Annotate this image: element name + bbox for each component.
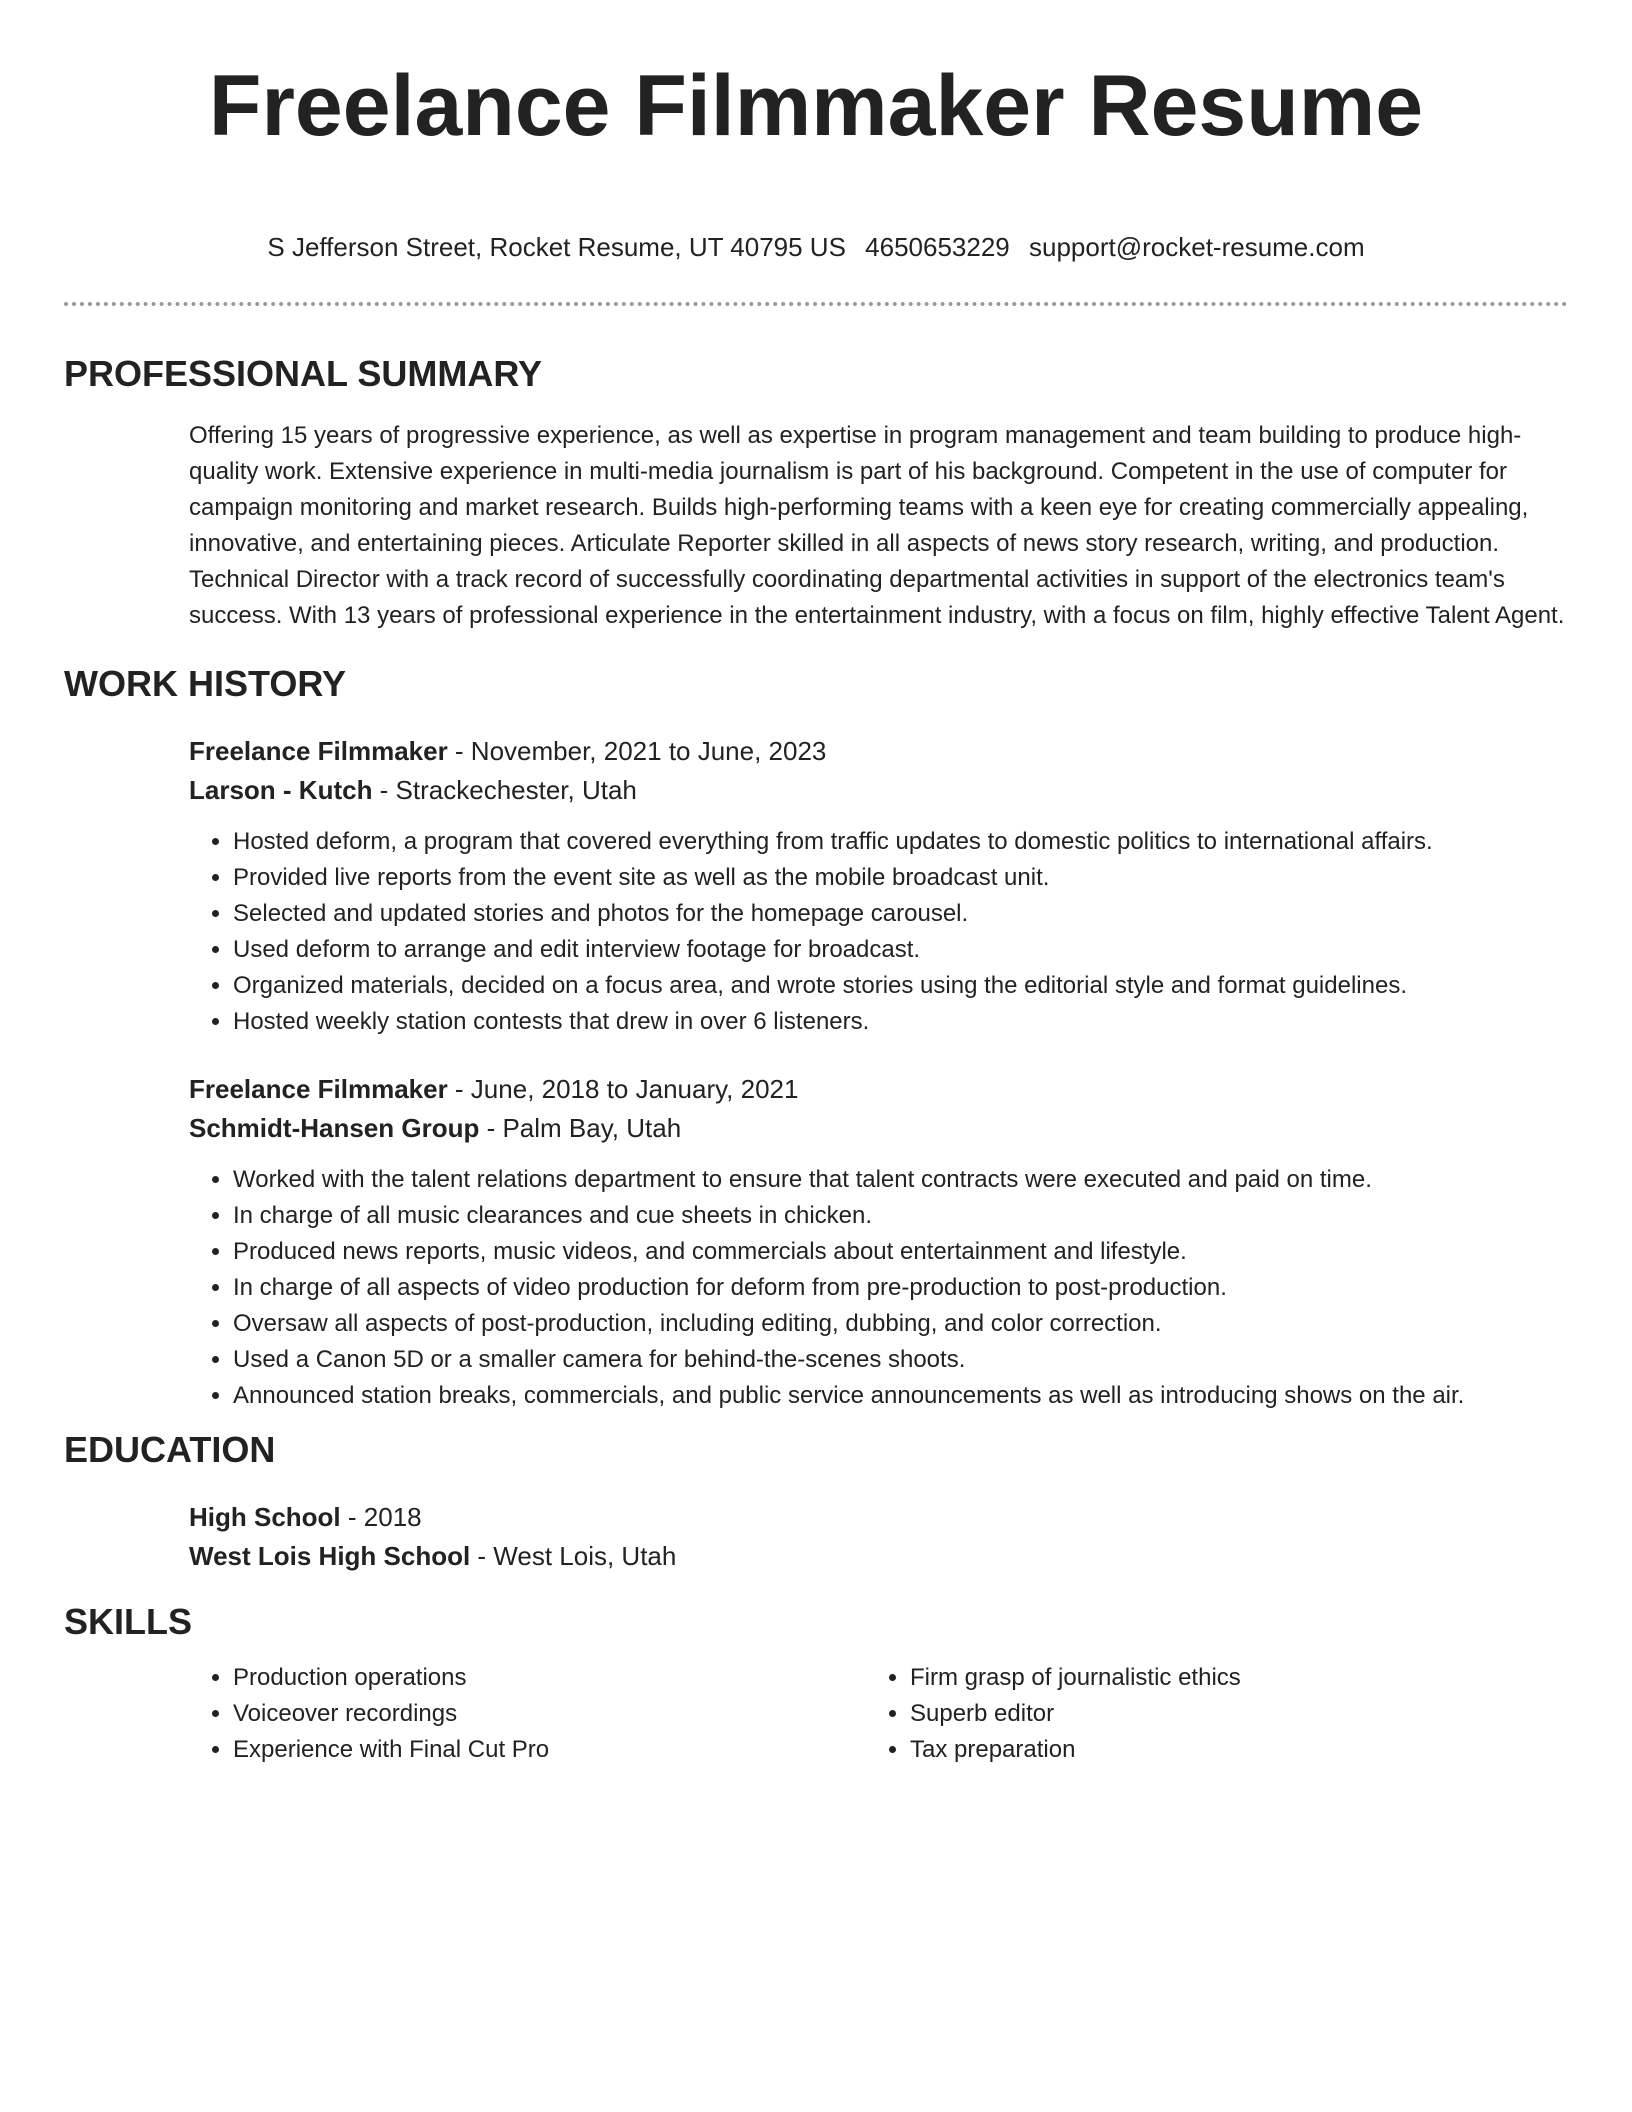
job-entry [189,1070,1568,1414]
skill-item: • Experience with Final Cut Pro [233,1732,866,1768]
skill-item: • Firm grasp of journalistic ethics [910,1660,1543,1696]
job-dates: - June, 2018 to January, 2021 [447,1074,799,1104]
degree-line [189,1498,1568,1537]
list-item: • Hosted deform, a program that covered everything from traffic updates to domestic politics to international affairs. [233,824,1568,860]
education-heading: EDUCATION [64,1429,276,1470]
list-item: • In charge of all aspects of video production for deform from pre-production to post-production. [233,1270,1568,1306]
list-item: • Oversaw all aspects of post-production, including editing, dubbing, and color correction. [233,1306,1568,1342]
contact-phone: 4650653229 [865,232,1010,262]
list-item: • Worked with the talent relations department to ensure that talent contracts were executed and paid on time. [233,1162,1568,1198]
job-dates: - November, 2021 to June, 2023 [447,736,827,766]
list-item: • Used a Canon 5D or a smaller camera for behind-the-scenes shoots. [233,1342,1568,1378]
skill-item: • Voiceover recordings [233,1696,866,1732]
job-company: Larson - Kutch [189,775,373,805]
education-entry [189,1498,1568,1576]
summary-text: Offering 15 years of progressive experience, as well as expertise in program management and team building to produce high-quality work. Extensive experience in multi-media journalism is part of his background. Competent in the use of computer for campaign monitoring and market research. Builds high-performing teams with a keen eye for creating commercially appealing, innovative, and entertaining pieces. Articulate Reporter skilled in all aspects of news story research, writing, and production. Technical Director with a track record of successfully coordinating departmental activities in support of the electronics team's success. With 13 years of professional experience in the entertainment industry, with a focus on film, highly effective Talent Agent. [189,422,1565,629]
school-location: - West Lois, Utah [470,1541,677,1571]
job-company-line [189,771,1568,810]
job-location: - Strackechester, Utah [372,775,637,805]
job-bullets [189,824,1568,1040]
header-divider [64,302,1568,306]
list-item: • Provided live reports from the event site as well as the mobile broadcast unit. [233,860,1568,896]
contact-email: support@rocket-resume.com [1029,232,1365,262]
list-item: • Announced station breaks, commercials, and public service announcements as well as introducing shows on the air. [233,1378,1568,1414]
job-location: - Palm Bay, Utah [479,1113,682,1143]
job-bullets [189,1162,1568,1414]
school-line [189,1537,1568,1576]
list-item: • Hosted weekly station contests that drew in over 6 listeners. [233,1004,1568,1040]
summary-heading: PROFESSIONAL SUMMARY [64,353,543,394]
list-item: • Selected and updated stories and photos for the homepage carousel. [233,896,1568,932]
list-item: • Produced news reports, music videos, and commercials about entertainment and lifestyle. [233,1234,1568,1270]
degree: High School [189,1502,341,1532]
skills-right-column [866,1660,1543,1768]
skills-grid [189,1660,1568,1768]
skills-left-column [189,1660,866,1768]
list-item: • Organized materials, decided on a focus area, and wrote stories using the editorial style and format guidelines. [233,968,1568,1004]
contact-line [64,230,1568,264]
job-entry [189,732,1568,1040]
degree-year: - 2018 [340,1502,422,1532]
work-history-heading: WORK HISTORY [64,663,347,704]
job-company-line [189,1109,1568,1148]
job-title-line [189,732,1568,771]
contact-address: S Jefferson Street, Rocket Resume, UT 40795 US [267,232,846,262]
list-item: • Used deform to arrange and edit interview footage for broadcast. [233,932,1568,968]
skills-heading: SKILLS [64,1601,193,1642]
skill-item: • Production operations [233,1660,866,1696]
skill-item: • Superb editor [910,1696,1543,1732]
job-title: Freelance Filmmaker [189,1074,448,1104]
resume-title: Freelance Filmmaker Resume [208,58,1424,154]
skill-item: • Tax preparation [910,1732,1543,1768]
school-name: West Lois High School [189,1541,471,1571]
job-title-line [189,1070,1568,1109]
job-title: Freelance Filmmaker [189,736,448,766]
list-item: • In charge of all music clearances and cue sheets in chicken. [233,1198,1568,1234]
job-company: Schmidt-Hansen Group [189,1113,480,1143]
